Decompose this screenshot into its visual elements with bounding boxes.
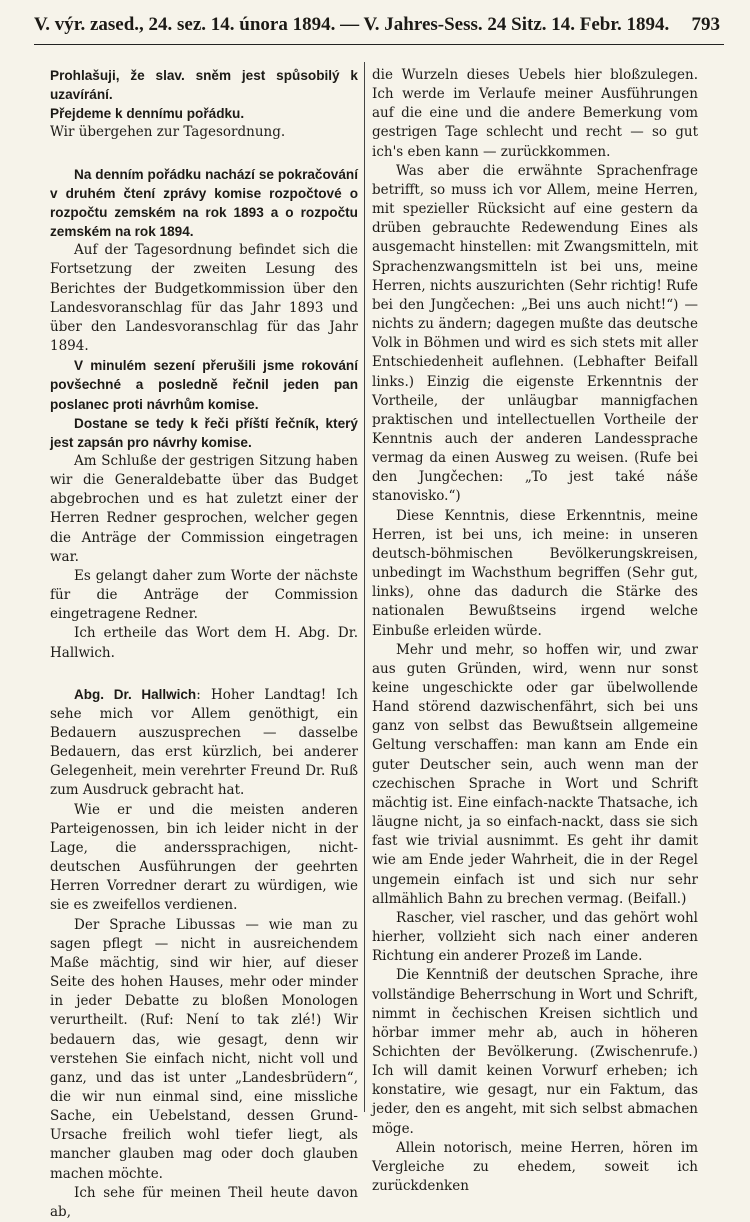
- paragraph-de: Was aber die erwähnte Sprachenfrage betrifft, so muss ich vor Allem, meine Herren, mit spezieller Rücksicht auf eine gestern da drüben gebrauchte Redewendung Eines als ausgemacht hinstellen: mit Zwangsmitteln, mit Sprachenzwangsmitteln ist bei uns, meine Herren, nichts auszurichten (Sehr richtig! Rufe bei den Jungčechen: „Bei uns auch nicht!“) — nichts zu ändern; dagegen mußte das deutsche Volk in Böhmen und wird es sich stets mit aller Entschiedenheit auflehnen. (Lebhafter Beifall links.) Einzig die eigenste Erkenntnis der Vortheile, der unläugbar mannigfachen praktischen und intellectuellen Vortheile der Kenntnis auch der anderen Landessprache vermag da einen Ausweg zu weisen. (Rufe bei den Jungčechen: „To jest také náše stanovisko.“): [372, 162, 698, 505]
- paragraph-cz: Prohlašuji, že slav. sněm jest spůsobilý k uzavírání.: [50, 68, 358, 103]
- page-header: [34, 8, 720, 42]
- page-number: 793: [691, 14, 720, 35]
- column-divider: [364, 62, 365, 1112]
- spacer: [50, 663, 358, 685]
- paragraph-de: die Wurzeln dieses Uebels hier bloßzulegen. Ich werde im Verlaufe meiner Ausführungen auf die eine und die andere Bemerkung vom gestrigen Tage schlecht und recht — so gut ich's eben kann — zurückkommen.: [372, 67, 698, 160]
- paragraph-cz: V minulém sezení přerušili jsme rokování povšechné a posledně řečnil jeden pan poslanec proti návrhům komise.: [50, 358, 358, 412]
- paragraph-de: Wie er und die meisten anderen Parteigenossen, bin ich leider nicht in der Lage, die anderssprachigen, nicht-deutschen Ausführungen der geehrten Herren Vorredner derart zu würdigen, wie sie es zweifellos verdienen.: [50, 801, 358, 914]
- paragraph-de: Mehr und mehr, so hoffen wir, und zwar aus guten Gründen, wird, wenn nur sonst keine ungeschickte oder gar übelwollende Hand störend dazwischenfährt, sich bei uns ganz von selbst das Bewußtsein allgemeine Geltung verschaffen: man kann am Ende ein guter Deutscher sein, auch wenn man der czechischen Sprache in Wort und Schrift mächtig ist. Eine einfach-nackte Thatsache, ich läugne nicht, ja so einfach-nackt, dass sie sich fast wie trivial ausnimmt. Es geht ihr damit wie am Ende jeder Wahrheit, die in der Regel ungemein einfach ist und sich nur sehr allmählich Bahn zu brechen vermag. (Beifall.): [372, 641, 698, 907]
- paragraph-de: Rascher, viel rascher, und das gehört wohl hierher, vollzieht sich nach einer anderen Richtung ein anderer Prozeß im Lande.: [372, 909, 698, 965]
- paragraph-de: Diese Kenntnis, diese Erkenntnis, meine Herren, ist bei uns, ich meine: in unseren deutsch-böhmischen Bevölkerungskreisen, unbedingt im Wachsthum begriffen (Sehr gut, links), ohne das dadurch die Stärke des nationalen Bewußtseins irgend welche Einbuße erleiden würde.: [372, 507, 698, 639]
- paragraph-de: Auf der Tagesordnung befindet sich die Fortsetzung der zweiten Lesung des Berichtes der Budgetkommission über den Landesvoranschlag für das Jahr 1893 und über den Landesvoranschlag für das Jahr 1894.: [50, 242, 358, 355]
- paragraph-de: Ich ertheile das Wort dem H. Abg. Dr. Hallwich.: [50, 625, 358, 661]
- paragraph-de: Der Sprache Libussas — wie man zu sagen pflegt — nicht in ausreichendem Maße mächtig, sind wir hier, auf dieser Seite des hohen Hauses, mehr oder minder in jeder Debatte zu bloßen Monologen verurtheilt. (Ruf: Není to tak zlé!) Wir bedauern das, wie gesagt, denn wir verstehen Sie einfach nicht, nicht voll und ganz, und das ist unter „Landesbrüdern“, die wir nun einmal sind, eine missliche Sache, ein Uebelstand, dessen Grund-Ursache freilich wohl tiefer liegt, als mancher glauben mag oder doch glauben machen möchte.: [50, 916, 358, 1182]
- speech-text: : Hoher Landtag! Ich sehe mich vor Allem genöthigt, ein Bedauern auszusprechen — dasselbe Bedauern, das erst kürzlich, bei anderer Gelegenheit, mein verehrter Freund Dr. Ruß zum Ausdruck gebracht hat.: [50, 686, 358, 799]
- paragraph-de: Allein notorisch, meine Herren, hören im Vergleiche zu ehedem, soweit ich zurückdenken: [372, 1139, 698, 1195]
- header-rule: [34, 44, 724, 45]
- right-column: [372, 66, 698, 1196]
- left-column: [50, 66, 358, 1222]
- paragraph-cz: Přejdeme k dennímu pořádku.: [50, 106, 245, 122]
- paragraph-de: Es gelangt daher zum Worte der nächste für die Anträge der Commission eingetragene Redner.: [50, 567, 358, 623]
- speech-paragraph: [50, 685, 358, 801]
- paragraph-de: Wir übergehen zur Tagesordnung.: [50, 124, 286, 141]
- paragraph-cz: Na denním pořádku nachází se pokračování v druhém čtení zprávy komise rozpočtové o rozpočtu zemském na rok 1893 a o rozpočtu zemském na rok 1894.: [50, 166, 358, 240]
- running-head: V. výr. zased., 24. sez. 14. února 1894. — V. Jahres-Sess. 24 Sitz. 14. Febr. 1894.: [34, 14, 670, 35]
- paragraph-de: Ich sehe für meinen Theil heute davon ab,: [50, 1184, 358, 1220]
- paragraph-cz: Dostane se tedy k řeči příští řečník, který jest zapsán pro návrhy komise.: [50, 415, 358, 450]
- paragraph-de: Die Kenntniß der deutschen Sprache, ihre vollständige Beherrschung in Wort und Schrift, nimmt in čechischen Kreisen sichtlich und hörbar immer mehr ab, auch in höheren Schichten der Bevölkerung. (Zwischenrufe.) Ich will damit keinen Vorwurf erheben; ich konstatire, wie gesagt, nur ein Faktum, das jeder, den es angeht, mit sich selbst abmachen möge.: [372, 967, 698, 1137]
- paragraph-de: Am Schluße der gestrigen Sitzung haben wir die Generaldebatte über das Budget abgebrochen und es hat zuletzt einer der Herren Redner gesprochen, welcher gegen die Anträge der Commission eingetragen war.: [50, 452, 358, 565]
- spacer: [50, 143, 358, 165]
- speaker-name: Abg. Dr. Hallwich: [74, 686, 197, 702]
